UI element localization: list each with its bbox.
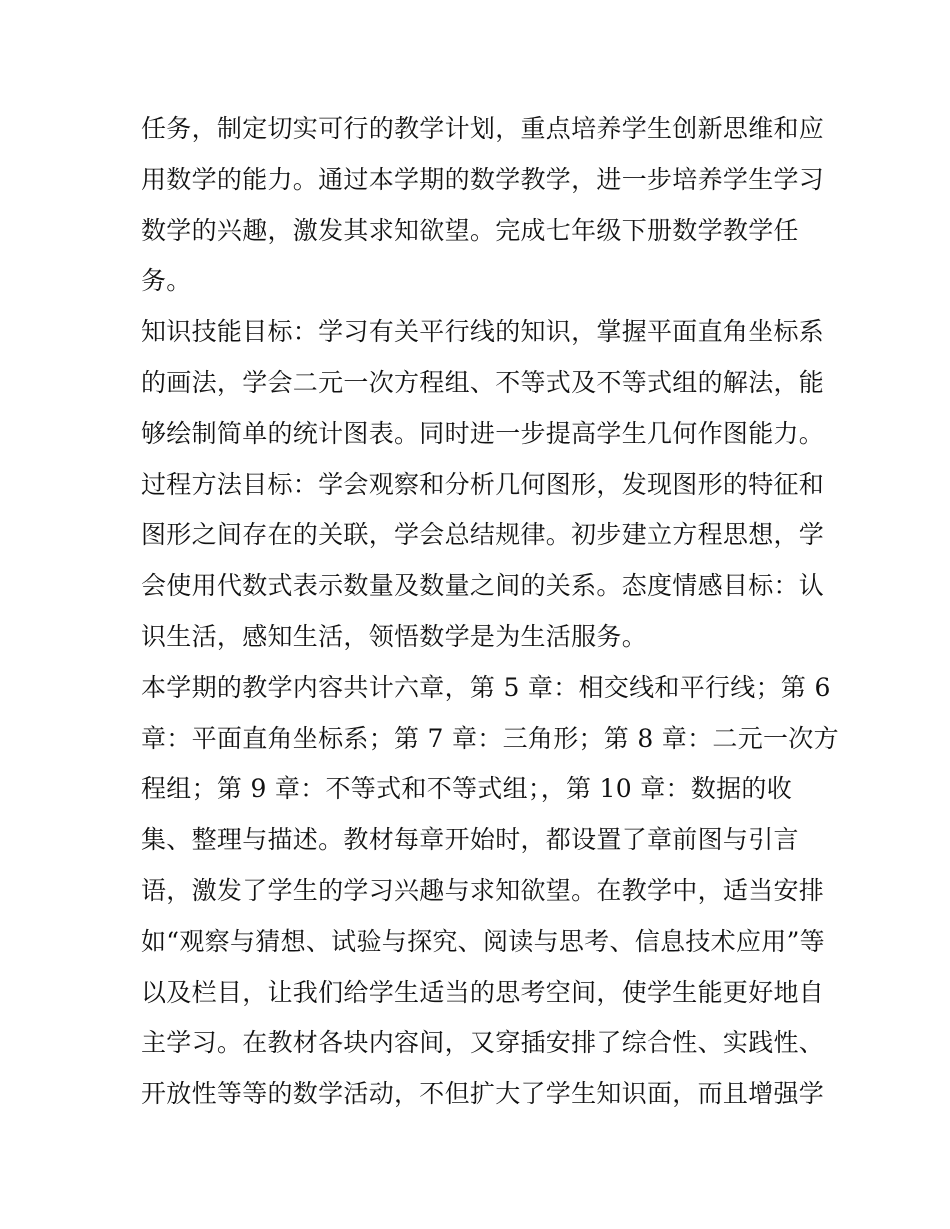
text-line: 集、整理与描述。教材每章开始时，都设置了章前图与引言 (141, 825, 799, 855)
text-line: 以及栏目，让我们给学生适当的思考空间，使学生能更好地自 (141, 977, 825, 1007)
text-line: 开放性等等的数学活动，不但扩大了学生知识面，而且增强学 (141, 1079, 825, 1109)
text-line: 章：平面直角坐标系；第 7 章：三角形；第 8 章：二元一次方 (141, 723, 839, 753)
text-line: 务。 (141, 266, 192, 296)
text-line: 语，激发了学生的学习兴趣与求知欲望。在教学中，适当安排 (141, 875, 825, 905)
body-text (141, 104, 839, 1120)
text-line: 识生活，感知生活，领悟数学是为生活服务。 (141, 621, 648, 651)
text-line: 会使用代数式表示数量及数量之间的关系。态度情感目标：认 (141, 571, 825, 601)
text-line: 数学的兴趣，激发其求知欲望。完成七年级下册数学教学任 (141, 215, 799, 245)
text-line: 知识技能目标：学习有关平行线的知识，掌握平面直角坐标系 (141, 317, 825, 347)
text-line: 本学期的教学内容共计六章，第 5 章：相交线和平行线；第 6 (141, 672, 831, 702)
text-line: 过程方法目标：学会观察和分析几何图形，发现图形的特征和 (141, 469, 825, 499)
text-line: 够绘制简单的统计图表。同时进一步提高学生几何作图能力。 (141, 418, 825, 448)
text-line: 用数学的能力。通过本学期的数学教学，进一步培养学生学习 (141, 164, 825, 194)
text-line: 任务，制定切实可行的教学计划，重点培养学生创新思维和应 (141, 114, 825, 143)
text-line: 的画法，学会二元一次方程组、不等式及不等式组的解法，能 (141, 367, 825, 397)
text-line: 如“观察与猜想、试验与探究、阅读与思考、信息技术应用”等 (141, 926, 825, 956)
text-line: 图形之间存在的关联，学会总结规律。初步建立方程思想，学 (141, 520, 825, 550)
text-line: 主学习。在教材各块内容间，又穿插安排了综合性、实践性、 (141, 1028, 825, 1058)
text-line: 程组；第 9 章：不等式和不等式组；，第 10 章：数据的收 (141, 774, 793, 804)
